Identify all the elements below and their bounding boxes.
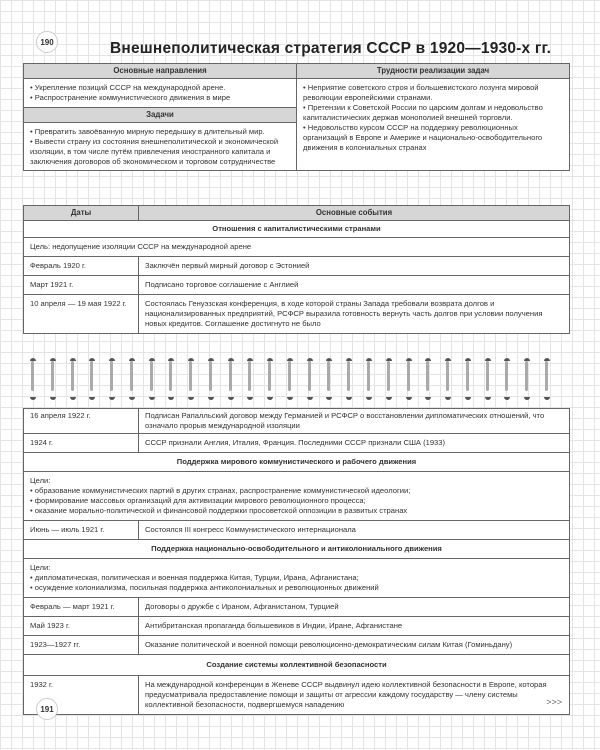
binding-ring [386, 358, 392, 394]
date-cell: 10 апреля — 19 мая 1922 г. [24, 295, 139, 334]
binding-ring [247, 358, 253, 394]
binding-ring [485, 358, 491, 394]
date-cell: Февраль — март 1921 г. [24, 598, 139, 617]
event-cell: Состоялся III конгресс Коммунистического интернационала [139, 521, 570, 540]
event-cell: Состоялась Генуэзская конференция, в ходе которой страны Запада требовали возврата долгов и национализированных предприятий, РСФСР выразила готовность вернуть часть долгов при условии получения новых кредитов. Соглашение достигнуто не было [139, 295, 570, 334]
list-item: • Вывести страну из состояния внешнеполитической и экономической изоляции, в том числе путём привлечения иностранного капитала и заключения договоров об экономическом и торговом сотрудничестве [30, 137, 290, 167]
binding-ring [307, 358, 313, 394]
continue-mark: >>> [546, 697, 562, 707]
date-cell: Май 1923 г. [24, 617, 139, 636]
header-events: Основные события [139, 206, 570, 221]
binding-ring [50, 358, 56, 394]
binding-ring [366, 358, 372, 394]
event-cell: Договоры о дружбе с Ираном, Афганистаном, Турцией [139, 598, 570, 617]
directions-list [30, 83, 290, 103]
event-cell: На международной конференции в Женеве СССР выдвинул идею коллективной безопасности в Европе, которая предусматривала предоставление помощи и защиты от агрессии каждому государству — члену системы коллективной безопасности, подвергшемуся нападению [139, 676, 570, 715]
event-cell: Антибританская пропаганда большевиков в Индии, Иране, Афганистане [139, 617, 570, 636]
table-row [24, 257, 570, 276]
page-number-bottom: 191 [36, 698, 58, 720]
table-row [24, 409, 570, 434]
goals-label: Цели: [30, 563, 51, 572]
binding-ring [89, 358, 95, 394]
page-title: Внешнеполитическая стратегия СССР в 1920—1930-х гг. [110, 40, 552, 57]
event-cell: Подписано торговое соглашение с Англией [139, 276, 570, 295]
page-number-top: 190 [36, 31, 58, 53]
binding-ring [168, 358, 174, 394]
table-row [24, 434, 570, 453]
date-cell: 1923—1927 гг. [24, 636, 139, 655]
table-row [24, 676, 570, 715]
date-cell: Июнь — июль 1921 г. [24, 521, 139, 540]
binding-ring [504, 358, 510, 394]
table-row [24, 636, 570, 655]
goals-list [30, 573, 563, 593]
binding-ring [524, 358, 530, 394]
goals-label: Цели: [30, 476, 51, 485]
spiral-binding [30, 358, 550, 394]
date-cell: Март 1921 г. [24, 276, 139, 295]
goals-list [30, 486, 563, 516]
binding-ring [445, 358, 451, 394]
list-item: • формирование массовых организаций для активизации мирового революционного процесса; [30, 496, 563, 506]
event-cell: Заключён первый мирный договор с Эстонией [139, 257, 570, 276]
header-tasks: Задачи [24, 108, 297, 123]
binding-ring [208, 358, 214, 394]
binding-ring [346, 358, 352, 394]
header-difficulties: Трудности реализации задач [297, 64, 570, 79]
binding-ring [287, 358, 293, 394]
table-row [24, 295, 570, 334]
goal-text: Цель: недопущение изоляции СССР на международной арене [24, 238, 570, 257]
section-heading: Поддержка национально-освободительного и антиколониального движения [24, 540, 570, 559]
table-row [24, 617, 570, 636]
list-item: • дипломатическая, политическая и военная поддержка Китая, Турции, Ирана, Афганистана; [30, 573, 563, 583]
table-row [24, 521, 570, 540]
list-item: • Неприятие советского строя и большевистского лозунга мировой революции европейскими странами. [303, 83, 563, 103]
list-item: • Претензии к Советской России по царским долгам и недовольство капиталистических держав монополией внешней торговли. [303, 103, 563, 123]
events-table-continued [23, 408, 570, 715]
event-cell: Оказание политической и военной помощи революционно-демократическим силам Китая (Гоминьдану) [139, 636, 570, 655]
binding-ring [465, 358, 471, 394]
event-cell: СССР признали Англия, Италия, Франция. Последними СССР признали США (1933) [139, 434, 570, 453]
list-item: • осуждение колониализма, посильная поддержка антиколониальных и революционных движений [30, 583, 563, 593]
table-row [24, 276, 570, 295]
binding-ring [109, 358, 115, 394]
binding-ring [129, 358, 135, 394]
binding-ring [544, 358, 550, 394]
binding-ring [70, 358, 76, 394]
difficulties-list [303, 83, 563, 153]
table-row [24, 598, 570, 617]
section-heading: Отношения с капиталистическими странами [24, 221, 570, 238]
date-cell: Февраль 1920 г. [24, 257, 139, 276]
list-item: • Укрепление позиций СССР на международной арене. [30, 83, 290, 93]
binding-ring [228, 358, 234, 394]
list-item: • Превратить завоёванную мирную передышку в длительный мир. [30, 127, 290, 137]
list-item: • образование коммунистических партий в других странах, распространение коммунистической идеологии; [30, 486, 563, 496]
binding-ring [406, 358, 412, 394]
list-item: • Недовольство курсом СССР на поддержку революционных организаций в Европе и Америке и национально-освободительного движения в колониальных странах [303, 123, 563, 153]
binding-ring [425, 358, 431, 394]
header-directions: Основные направления [24, 64, 297, 79]
tasks-list [30, 127, 290, 167]
binding-ring [326, 358, 332, 394]
section-heading: Создание системы коллективной безопасности [24, 655, 570, 676]
header-dates: Даты [24, 206, 139, 221]
event-cell: Подписан Рапалльский договор между Германией и РСФСР о восстановлении дипломатических отношений, что означало прорыв международной изоляции [139, 409, 570, 434]
list-item: • оказание морально-политической и финансовой поддержки просоветской оппозиции в развитых странах [30, 506, 563, 516]
binding-ring [267, 358, 273, 394]
date-cell: 16 апреля 1922 г. [24, 409, 139, 434]
list-item: • Распространение коммунистического движения в мире [30, 93, 290, 103]
binding-ring [30, 358, 36, 394]
events-table [23, 205, 570, 334]
binding-ring [149, 358, 155, 394]
section-heading: Поддержка мирового коммунистического и рабочего движения [24, 453, 570, 472]
strategy-table [23, 63, 570, 171]
date-cell: 1932 г. [24, 676, 139, 715]
date-cell: 1924 г. [24, 434, 139, 453]
binding-ring [188, 358, 194, 394]
